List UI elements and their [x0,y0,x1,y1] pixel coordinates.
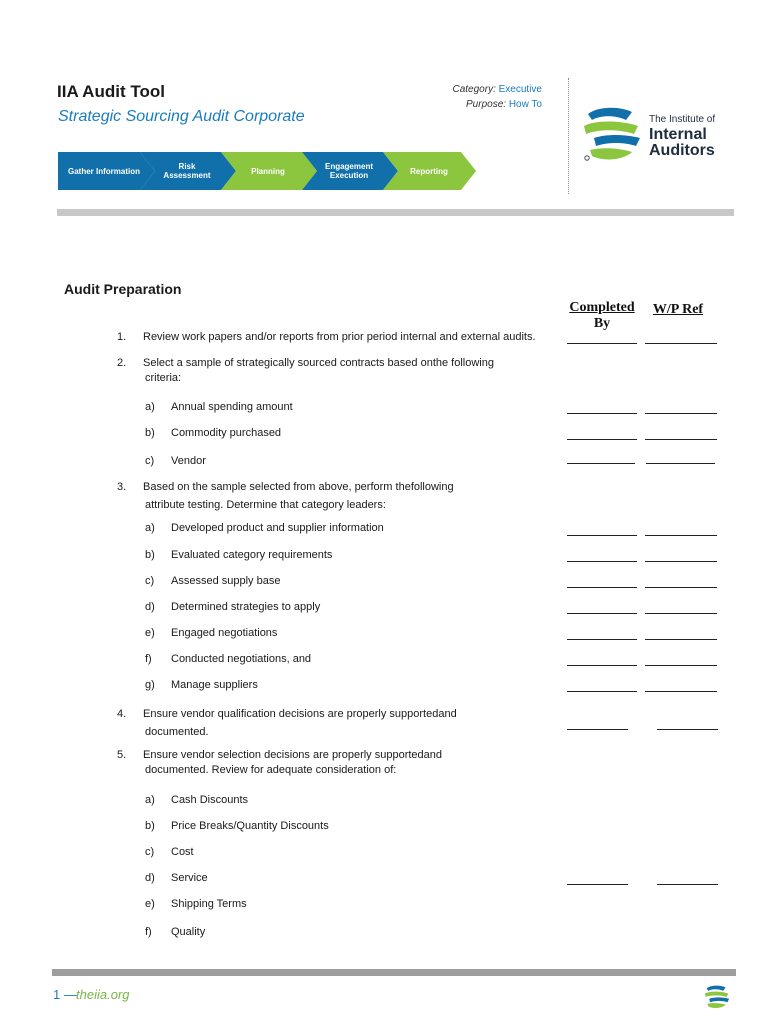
sub-item-text: Cash Discounts [171,794,249,806]
step-gather-information: Gather Information [67,166,140,176]
category-value: Executive [498,84,542,95]
sub-item-text: Evaluated category requirements [171,549,333,561]
document-title: IIA Audit Tool [57,82,165,101]
iia-logo-text [649,115,715,159]
wp-ref-blank[interactable] [645,439,717,440]
wp-ref-blank[interactable] [645,613,717,614]
purpose-key: Purpose: [466,99,507,110]
item-text: Based on the sample selected from above, perform thefollowing [143,481,454,493]
item-text: Review work papers and/or reports from prior period internal and external audits. [143,331,536,343]
sub-item-letter: e) [145,898,155,910]
sub-item-letter: a) [145,794,155,806]
sub-item-text: Conducted negotiations, and [171,653,312,665]
sub-item-letter: d) [145,601,155,613]
wp-ref-blank[interactable] [645,535,717,536]
item-number: 2. [117,357,127,369]
sub-item-letter: c) [145,575,155,587]
sub-item-letter: f) [145,926,152,938]
item-text: criteria: [145,372,182,384]
logo-line-2: Internal [649,126,707,143]
completed-by-blank[interactable] [567,343,637,344]
completed-by-blank[interactable] [567,413,637,414]
completed-by-blank[interactable] [567,587,637,588]
step-risk-assessment: Risk Assessment [163,162,211,180]
sub-item-letter: b) [145,820,155,832]
sub-item-text: Cost [171,846,194,858]
wp-ref-blank[interactable] [645,343,717,344]
sub-item-text: Quality [171,926,206,938]
column-wp-ref: W/P Ref [652,302,704,317]
footer-website-link[interactable]: theiia.org [76,987,130,1002]
sub-item-letter: a) [145,401,155,413]
completed-by-blank[interactable] [567,884,628,885]
item-number: 5. [117,749,127,761]
sub-item-letter: b) [145,427,155,439]
completed-by-blank[interactable] [567,729,628,730]
column-completed-line1: Completed [569,300,635,315]
wp-ref-blank[interactable] [645,691,717,692]
completed-by-blank[interactable] [567,613,637,614]
sub-item-letter: a) [145,522,155,534]
sub-item-letter: d) [145,872,155,884]
step-reporting: Reporting [410,166,448,176]
sub-item-letter: b) [145,549,155,561]
purpose-value: How To [508,99,542,110]
wp-ref-blank[interactable] [645,639,717,640]
completed-by-blank[interactable] [567,639,637,640]
category-key: Category: [452,84,496,95]
sub-item-text: Service [171,872,208,884]
page-number: 1 — [53,987,77,1002]
sub-item-text: Price Breaks/Quantity Discounts [171,820,329,832]
item-text: documented. Review for adequate consideration of: [145,764,397,776]
completed-by-blank[interactable] [567,691,637,692]
sub-item-text: Vendor [171,455,206,467]
item-text: Select a sample of strategically sourced contracts based onthe following [143,357,494,369]
item-number: 1. [117,331,127,343]
sub-item-text: Developed product and supplier information [171,522,384,534]
process-chevrons [58,152,478,190]
item-text: Ensure vendor selection decisions are properly supportedand [143,749,443,761]
sub-item-text: Annual spending amount [171,401,293,413]
logo-line-1: The Institute of [649,114,716,125]
item-number: 3. [117,481,127,493]
wp-ref-blank[interactable] [645,561,717,562]
wp-ref-blank[interactable] [657,884,718,885]
sub-item-letter: c) [145,846,155,858]
sub-item-text: Determined strategies to apply [171,601,321,613]
sub-item-text: Shipping Terms [171,898,247,910]
item-text: attribute testing. Determine that category leaders: [145,499,386,511]
sub-item-text: Engaged negotiations [171,627,278,639]
sub-item-text: Commodity purchased [171,427,282,439]
step-planning: Planning [251,166,285,176]
sub-item-letter: e) [145,627,155,639]
step-engagement-execution: Engagement Execution [324,162,373,180]
column-completed-line2: By [593,316,611,331]
wp-ref-blank[interactable] [657,729,718,730]
wp-ref-blank[interactable] [645,587,717,588]
item-text: documented. [145,726,209,738]
iia-globe-logo-icon [580,104,644,164]
completed-by-blank[interactable] [567,561,637,562]
header-rule [57,209,734,216]
purpose-meta [466,99,542,110]
completed-by-blank[interactable] [567,535,637,536]
sub-item-letter: g) [145,679,155,691]
item-text: Ensure vendor qualification decisions are properly supportedand [143,708,457,720]
category-meta [453,84,543,95]
wp-ref-blank[interactable] [645,413,717,414]
completed-by-blank[interactable] [567,463,635,464]
sub-item-text: Assessed supply base [171,575,281,587]
item-number: 4. [117,708,127,720]
completed-by-blank[interactable] [567,439,637,440]
footer-rule [52,969,736,976]
sub-item-letter: c) [145,455,155,467]
document-subtitle: Strategic Sourcing Audit Corporate [58,108,305,125]
completed-by-blank[interactable] [567,665,637,666]
logo-line-3: Auditors [649,142,715,159]
wp-ref-blank[interactable] [645,665,717,666]
section-title: Audit Preparation [64,281,182,297]
header-divider [568,78,569,194]
sub-item-letter: f) [145,653,152,665]
sub-item-text: Manage suppliers [171,679,258,691]
column-completed-by [564,300,640,332]
iia-globe-small-icon [703,984,731,1010]
wp-ref-blank[interactable] [646,463,715,464]
